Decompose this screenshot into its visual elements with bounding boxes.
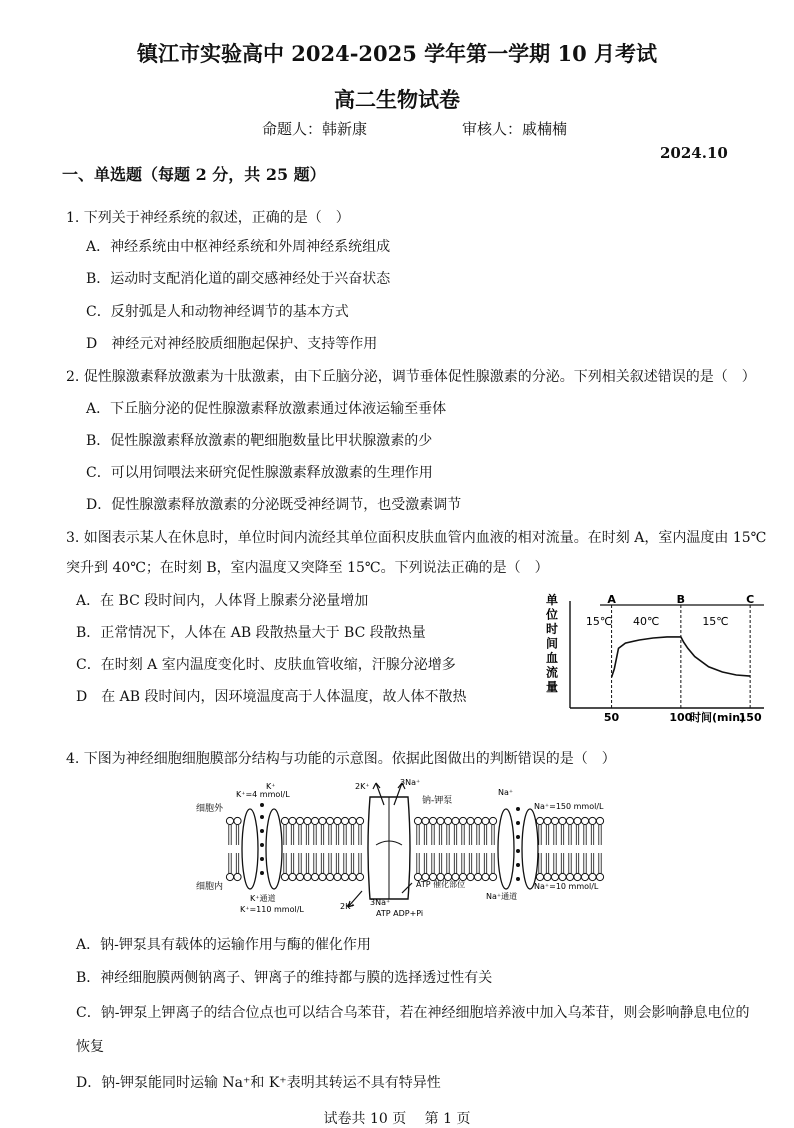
k-top-ion: K⁺ xyxy=(266,782,276,791)
pump-top-k: 2K⁺ xyxy=(355,782,370,791)
question-4-option-c: C．钠-钾泵上钾离子的结合位点也可以结合乌苯苷，若在神经细胞培养液中加入乌苯苷，则会影响静息电位的 xyxy=(76,1005,750,1021)
question-1-option-a: A．神经系统由中枢神经系统和外周神经系统组成 xyxy=(86,239,391,255)
chart-x-label: 时间(min) xyxy=(690,711,746,724)
chart-y-label-char: 间 xyxy=(545,636,559,651)
chart-y-label-char: 血 xyxy=(545,651,559,665)
question-4-stem: 4. 下图为神经细胞细胞膜部分结构与功能的示意图。依据此图做出的判断错误的是（ ） xyxy=(66,751,616,767)
pump-bottom-na: 3Na⁺ xyxy=(370,898,391,907)
chart-marker-label: C xyxy=(746,593,755,606)
question-2-option-a: A．下丘脑分泌的促性腺激素释放激素通过体液运输至垂体 xyxy=(86,401,447,417)
chart-y-label-char: 量 xyxy=(545,680,559,694)
chart-temperature-label: 15℃ xyxy=(585,615,613,628)
k-channel-protein xyxy=(242,809,282,889)
pump-top-na: 3Na⁺ xyxy=(400,778,421,787)
question-2-option-b: B．促性腺激素释放激素的靶细胞数量比甲状腺激素的少 xyxy=(86,433,433,449)
section-title: 一、单选题（每题 2 分，共 25 题） xyxy=(62,165,326,184)
question-4-option-a: A．钠-钾泵具有载体的运输作用与酶的催化作用 xyxy=(76,937,371,953)
question-1-stem: 1. 下列关于神经系统的叙述，正确的是（ ） xyxy=(66,210,350,226)
chart-temperature-label: 40℃ xyxy=(633,615,660,628)
question-3-option-a: A．在 BC 段时间内，人体肾上腺素分泌量增加 xyxy=(76,593,369,609)
chart-marker-label: B xyxy=(676,593,686,606)
question-2-stem: 2. 促性腺激素释放激素为十肽激素，由下丘脑分泌，调节垂体促性腺激素的分泌。下列相关叙述错误的是（ ） xyxy=(66,369,756,385)
k-channel-label: K⁺通道 xyxy=(250,894,276,903)
na-outside-concentration: Na⁺=150 mmol/L xyxy=(534,802,604,811)
question-3-option-c: C．在时刻 A 室内温度变化时、皮肤血管收缩，汗腺分泌增多 xyxy=(76,657,456,673)
k-outside-concentration: K⁺=4 mmol/L xyxy=(236,790,290,799)
na-channel-label: Na⁺通道 xyxy=(486,892,518,901)
na-inside-concentration: Na⁺=10 mmol/L xyxy=(534,882,599,891)
k-inside-concentration: K⁺=110 mmol/L xyxy=(240,905,304,914)
chart-y-label-char: 流 xyxy=(545,665,559,680)
question-1-option-c: C．反射弧是人和动物神经调节的基本方式 xyxy=(86,304,349,320)
reviewer-name: 审核人：戚楠楠 xyxy=(462,120,568,138)
chart-y-label-char: 时 xyxy=(545,622,559,636)
atp-site-label: ATP 催化部位 xyxy=(416,880,466,889)
chart-x-tick-label: 150 xyxy=(738,711,762,724)
question-1-option-d: D 神经元对神经胶质细胞起保护、支持等作用 xyxy=(86,336,378,352)
na-ion-dots xyxy=(516,807,520,881)
chart-marker-label: A xyxy=(607,593,616,606)
phospholipid-bilayer xyxy=(226,817,603,880)
page-footer: 试卷共 10 页 第 1 页 xyxy=(323,1111,471,1127)
atp-reaction: ATP ADP+Pi xyxy=(376,909,424,918)
question-4-option-c-continued: 恢复 xyxy=(76,1039,104,1055)
setter-name: 命题人：韩新康 xyxy=(262,120,368,138)
question-4-option-b: B．神经细胞膜两侧钠离子、钾离子的维持都与膜的选择透过性有关 xyxy=(76,970,493,986)
pump-label: 钠-钾泵 xyxy=(422,796,453,806)
question-1-option-b: B．运动时支配消化道的副交感神经处于兴奋状态 xyxy=(86,271,391,287)
na-top-ion: Na⁺ xyxy=(498,788,514,797)
question-2-option-d: D．促性腺激素释放激素的分泌既受神经调节，也受激素调节 xyxy=(86,497,462,513)
question-4-option-d: D．钠-钾泵能同时运输 Na⁺和 K⁺表明其转运不具有特异性 xyxy=(76,1075,441,1091)
exam-subtitle: 高二生物试卷 xyxy=(334,87,460,112)
chart-y-label-char: 位 xyxy=(545,607,559,622)
k-ion-dots xyxy=(260,803,264,875)
outside-label: 细胞外 xyxy=(196,804,224,814)
chart-x-tick-label: 100 xyxy=(669,711,693,724)
chart-y-label-char: 单 xyxy=(545,593,559,607)
inside-label: 细胞内 xyxy=(196,882,224,892)
pump-bottom-k: 2K⁺ xyxy=(340,902,355,911)
chart-x-tick-label: 50 xyxy=(603,711,620,724)
question-3-stem-line-2: 突升到 40℃；在时刻 B，室内温度又突降至 15℃。下列说法正确的是（ ） xyxy=(66,560,549,576)
exam-title: 镇江市实验高中 2024-2025 学年第一学期 10 月考试 xyxy=(136,41,658,66)
chart-y-label xyxy=(545,592,558,694)
membrane-diagram xyxy=(190,775,610,920)
blood-flow-chart xyxy=(538,588,778,728)
question-2-option-c: C．可以用饲喂法来研究促性腺激素释放激素的生理作用 xyxy=(86,465,433,481)
question-3-stem-line-1: 3. 如图表示某人在休息时，单位时间内流经其单位面积皮肤血管内血液的相对流量。在时刻 A，室内温度由 15℃ xyxy=(66,530,767,546)
question-3-option-d: D 在 AB 段时间内，因环境温度高于人体温度，故人体不散热 xyxy=(76,689,467,705)
exam-date: 2024.10 xyxy=(660,144,728,162)
question-3-option-b: B．正常情况下，人体在 AB 段散热量大于 BC 段散热量 xyxy=(76,625,426,641)
chart-temperature-label: 15℃ xyxy=(702,615,729,628)
sodium-potassium-pump xyxy=(368,797,410,899)
